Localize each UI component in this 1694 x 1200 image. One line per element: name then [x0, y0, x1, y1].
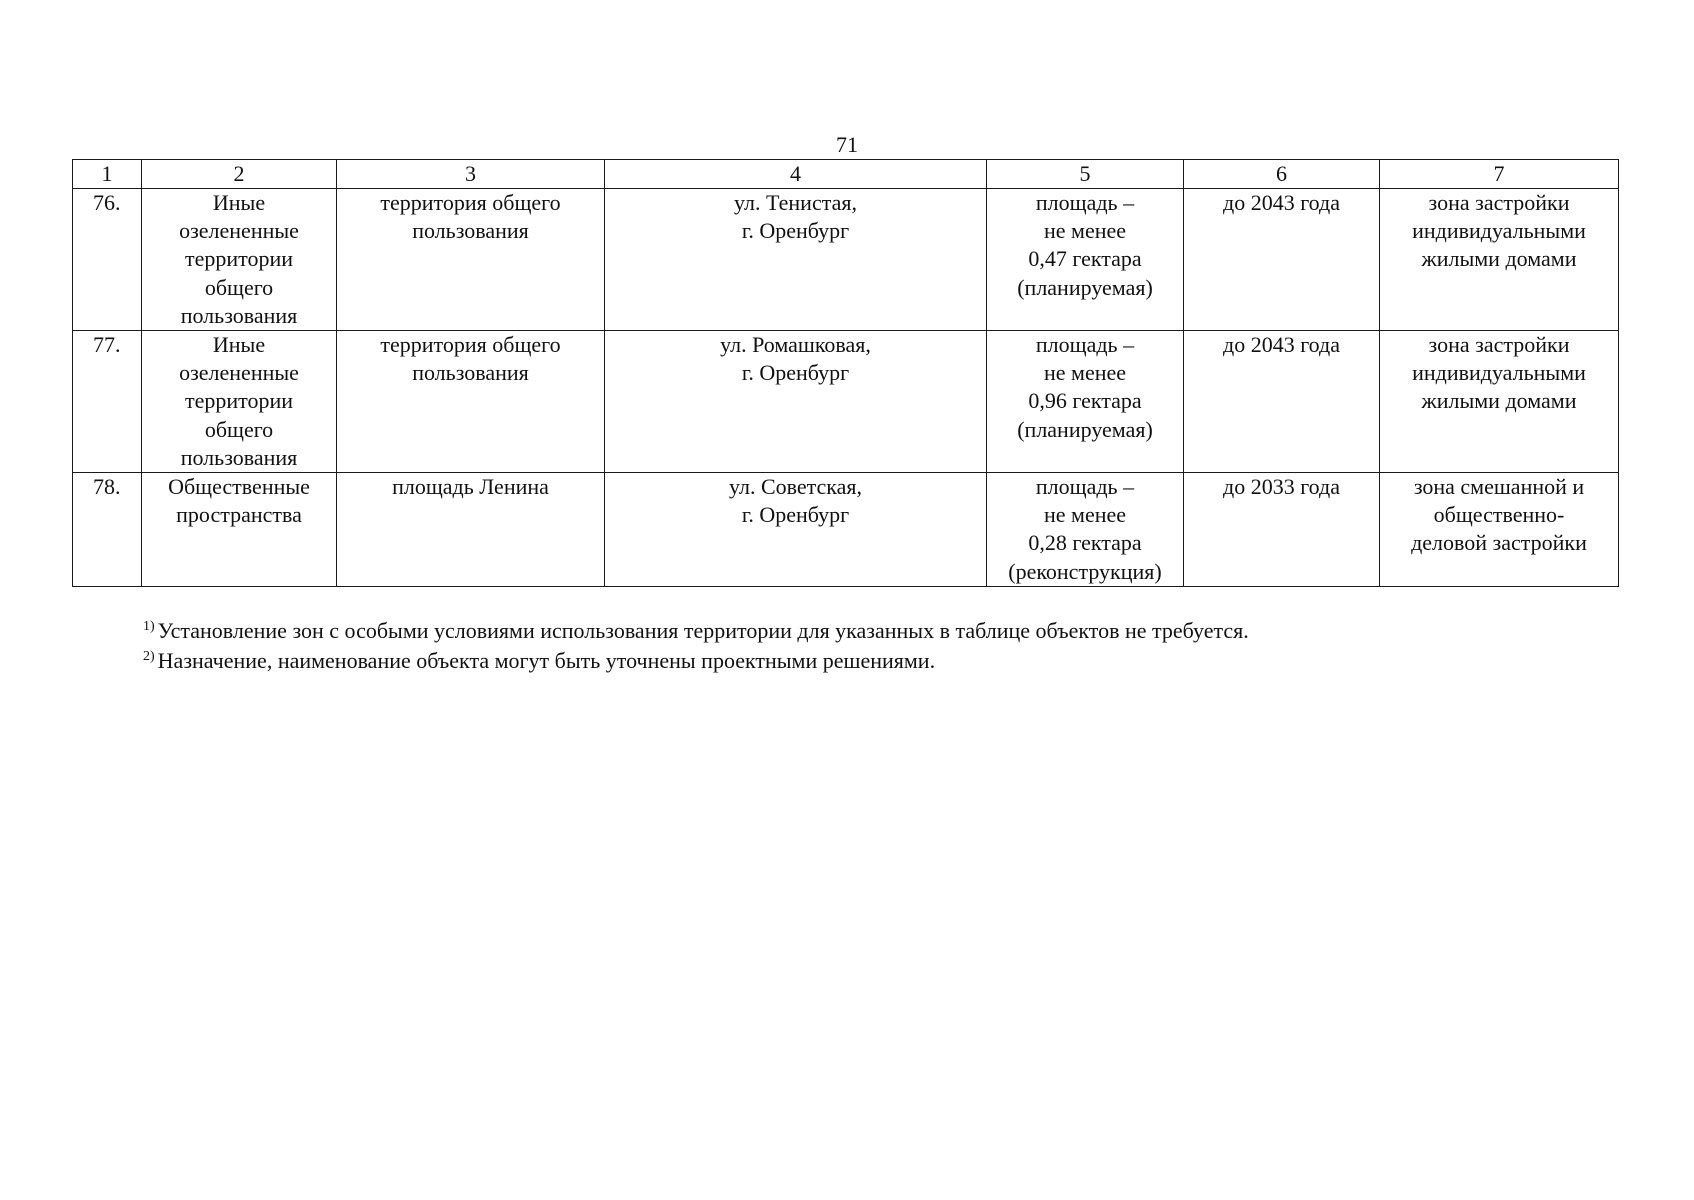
location-cell: ул. Ромашковая, г. Оренбург [605, 331, 987, 473]
table-row [73, 189, 1619, 331]
zone-cell: зона застройки индивидуальными жилыми домами [1380, 331, 1619, 473]
column-number-header: 5 [987, 160, 1184, 189]
page-number: 71 [836, 132, 858, 157]
table-row [73, 331, 1619, 473]
footnote-mark: 1) [143, 619, 155, 634]
row-number: 78. [73, 473, 142, 587]
column-number-header: 2 [142, 160, 337, 189]
footnotes [143, 616, 1593, 676]
zone-cell: зона смешанной и общественно- деловой застройки [1380, 473, 1619, 587]
table-row [73, 473, 1619, 587]
object-name-cell: территория общего пользования [337, 331, 605, 473]
deadline-cell: до 2043 года [1184, 189, 1380, 331]
objects-table [72, 159, 1619, 587]
column-number-header: 3 [337, 160, 605, 189]
row-number: 76. [73, 189, 142, 331]
characteristics-cell: площадь – не менее 0,96 гектара (планируемая) [987, 331, 1184, 473]
footnote [143, 616, 1593, 646]
zone-cell: зона застройки индивидуальными жилыми домами [1380, 189, 1619, 331]
footnote-mark: 2) [143, 649, 155, 664]
column-number-header: 6 [1184, 160, 1380, 189]
location-cell: ул. Тенистая, г. Оренбург [605, 189, 987, 331]
deadline-cell: до 2043 года [1184, 331, 1380, 473]
column-number-header: 1 [73, 160, 142, 189]
footnote-text: Назначение, наименование объекта могут быть уточнены проектными решениями. [157, 648, 936, 673]
footnote [143, 646, 1593, 676]
column-number-header: 4 [605, 160, 987, 189]
footnote-text: Установление зон с особыми условиями использования территории для указанных в таблице объектов не требуется. [157, 618, 1249, 643]
object-name-cell: территория общего пользования [337, 189, 605, 331]
deadline-cell: до 2033 года [1184, 473, 1380, 587]
object-type-cell: Иные озелененные территории общего пользования [142, 189, 337, 331]
location-cell: ул. Советская, г. Оренбург [605, 473, 987, 587]
characteristics-cell: площадь – не менее 0,28 гектара (реконструкция) [987, 473, 1184, 587]
characteristics-cell: площадь – не менее 0,47 гектара (планируемая) [987, 189, 1184, 331]
column-number-header: 7 [1380, 160, 1619, 189]
object-name-cell: площадь Ленина [337, 473, 605, 587]
table-header-row [73, 160, 1619, 189]
row-number: 77. [73, 331, 142, 473]
object-type-cell: Иные озелененные территории общего пользования [142, 331, 337, 473]
object-type-cell: Общественные пространства [142, 473, 337, 587]
